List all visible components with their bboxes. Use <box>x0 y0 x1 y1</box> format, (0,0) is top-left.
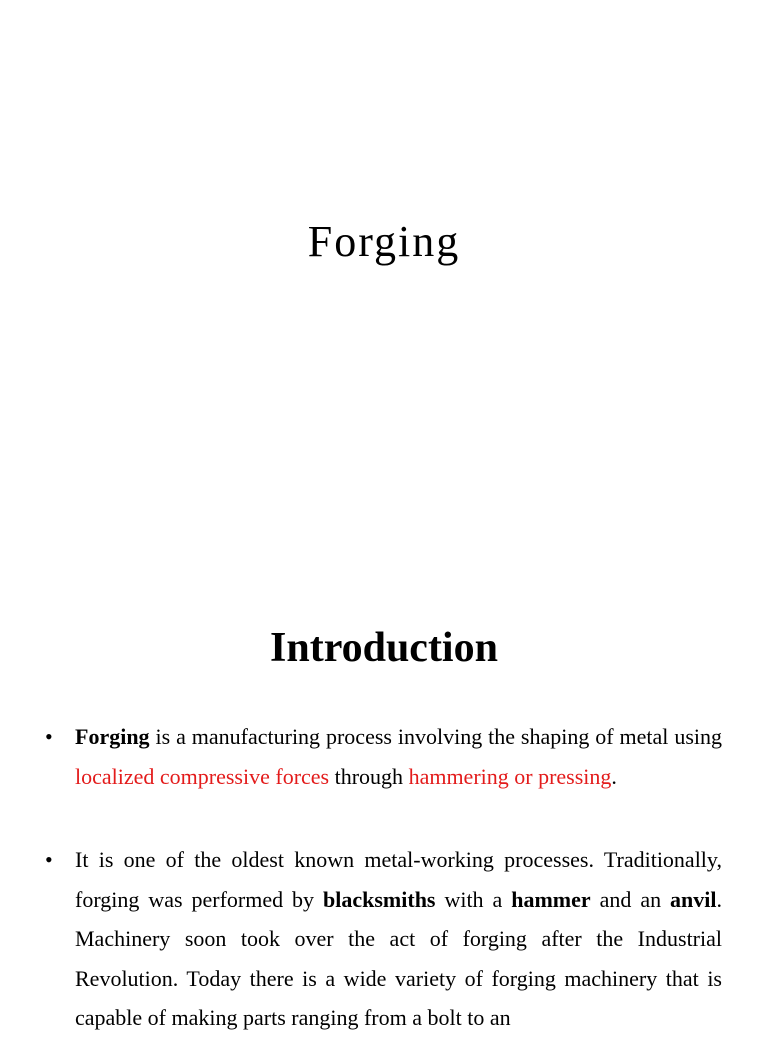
bullet-text: with a <box>435 886 512 912</box>
bullet-text: is a manufacturing process involving the shaping of metal using <box>149 724 722 749</box>
term-forging: Forging <box>75 724 150 749</box>
slide-title: Forging <box>307 217 461 266</box>
bullet-text: It is one of the oldest known metal-working processes. Traditionally, forging was performed by <box>75 847 722 912</box>
bullet-text: . <box>611 763 617 789</box>
highlight-hammering-pressing: hammering or pressing <box>408 763 612 789</box>
bullet-marker: • <box>45 847 53 872</box>
bullet-text: . Machinery soon took over the act of forging after the Industrial Revolution. Today there is a wide variety of forging machinery that is capable of making parts ranging from a bolt to an <box>75 886 723 1030</box>
bullet-marker: • <box>45 724 53 749</box>
bullet-text: and an <box>590 886 671 912</box>
term-hammer: hammer <box>511 886 591 912</box>
highlight-compressive-forces: localized compressive forces <box>75 763 330 789</box>
section-heading: Introduction <box>270 625 498 671</box>
term-blacksmiths: blacksmiths <box>323 886 436 912</box>
bullet-item-forging-history <box>45 840 723 1038</box>
bullet-list <box>0 717 768 1038</box>
bullet-item-forging-definition <box>45 717 722 796</box>
term-anvil: anvil <box>670 886 717 912</box>
bullet-text: through <box>329 763 409 789</box>
